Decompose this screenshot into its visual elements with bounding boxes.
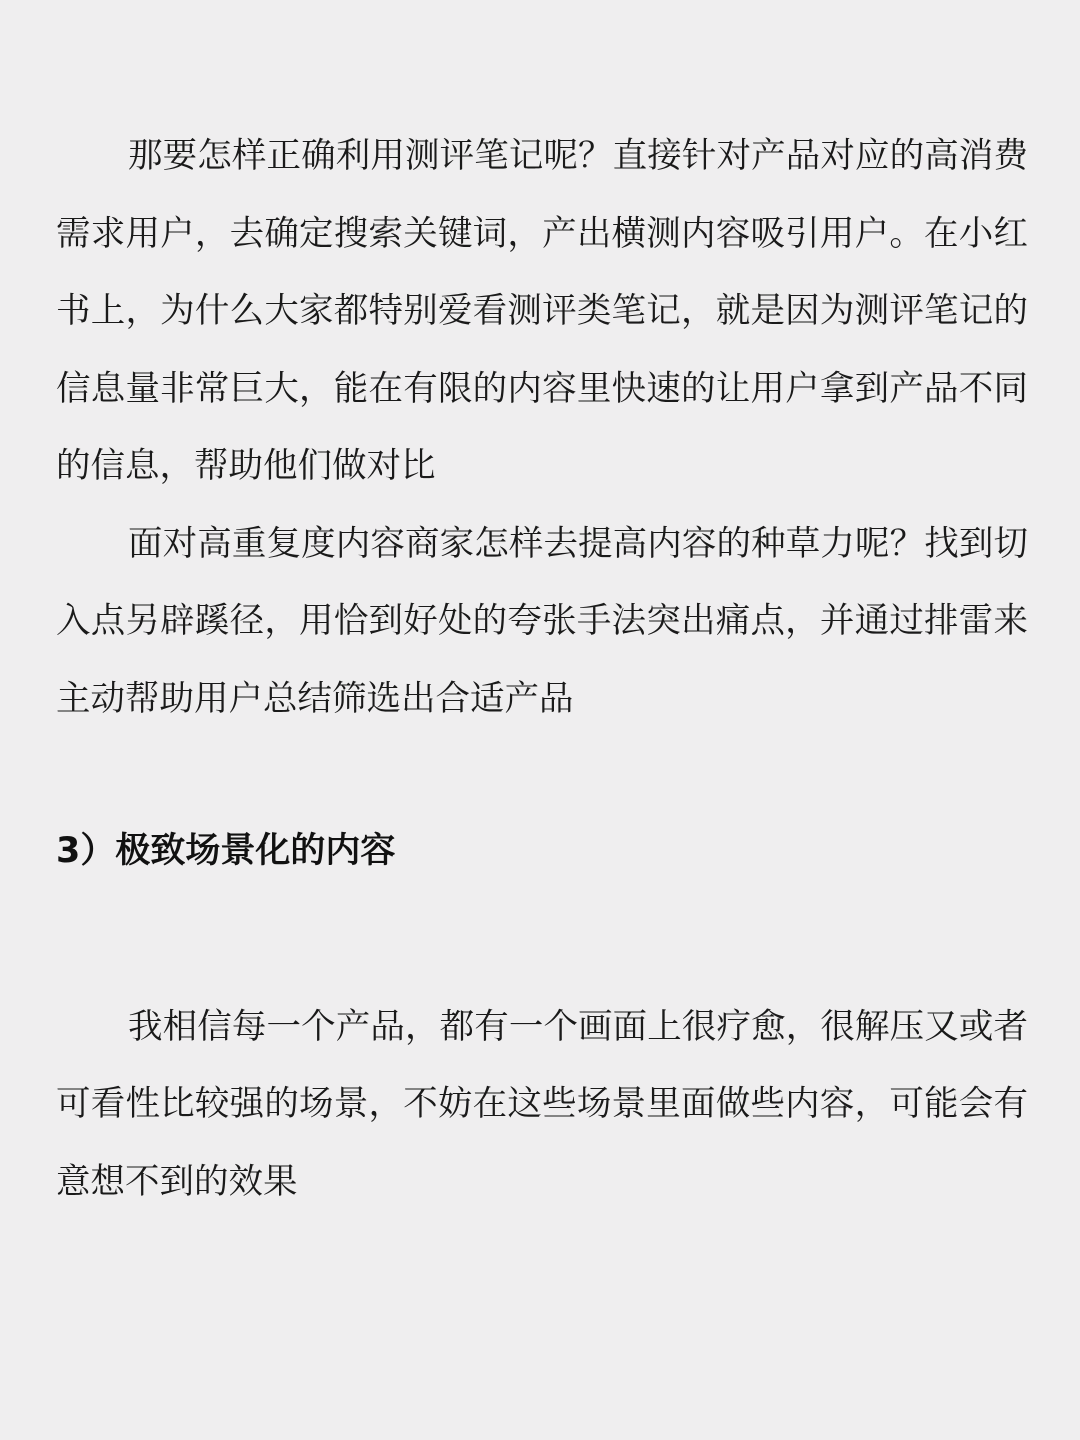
spacer <box>56 891 1028 989</box>
spacer <box>56 738 1028 813</box>
article-body <box>56 118 1028 1221</box>
paragraph-review-notes: 那要怎样正确利用测评笔记呢？直接针对产品对应的高消费需求用户，去确定搜索关键词，产出横测内容吸引用户。在小红书上，为什么大家都特别爱看测评类笔记，就是因为测评笔记的信息量非常巨大，能在有限的内容里快速的让用户拿到产品不同的信息，帮助他们做对比 <box>56 136 1028 486</box>
paragraph-repetitive-content: 面对高重复度内容商家怎样去提高内容的种草力呢？找到切入点另辟蹊径，用恰到好处的夸张手法突出痛点，并通过排雷来主动帮助用户总结筛选出合适产品 <box>56 523 1028 719</box>
section-heading: 3）极致场景化的内容 <box>56 831 396 871</box>
paragraph-scenario-content: 我相信每一个产品，都有一个画面上很疗愈，很解压又或者可看性比较强的场景，不妨在这些场景里面做些内容，可能会有意想不到的效果 <box>56 1006 1028 1202</box>
